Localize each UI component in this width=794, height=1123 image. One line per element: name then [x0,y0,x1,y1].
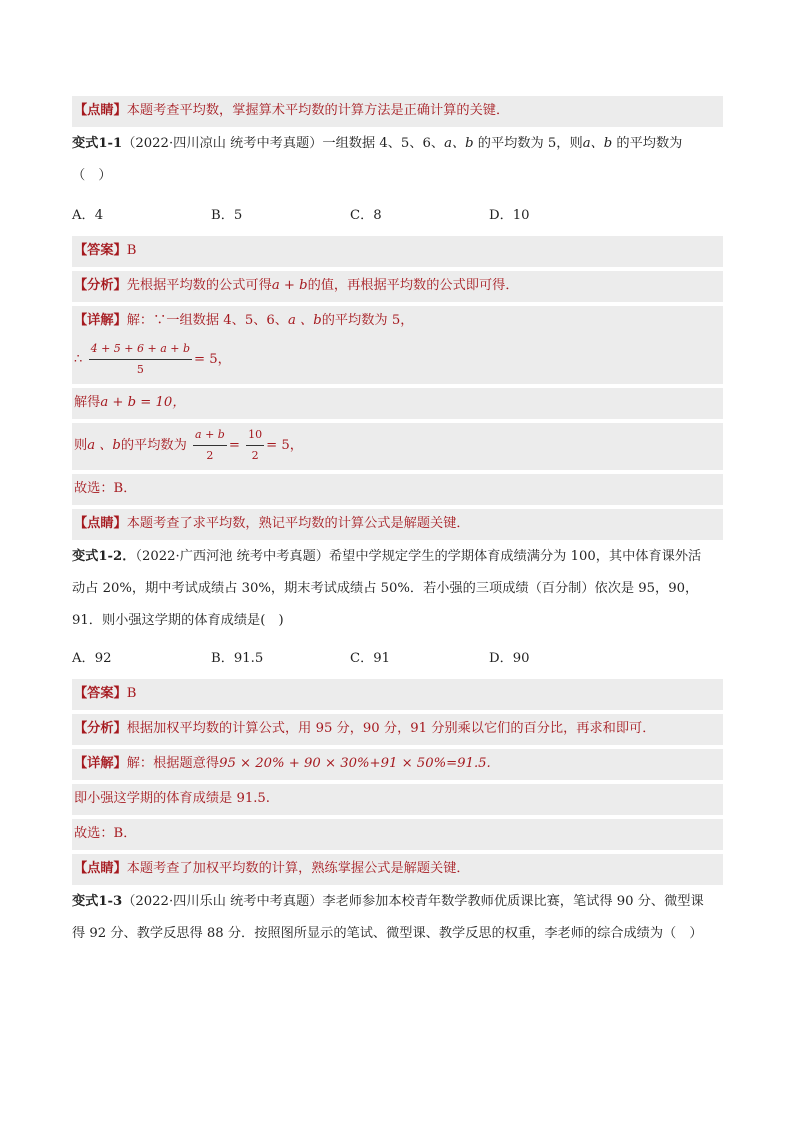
question-2-options [72,635,723,677]
question-1-options [72,190,723,234]
question-3-stem-line-1 [72,885,723,916]
tip-label: 【点睛】 [74,103,127,118]
question-1-stem [72,127,723,158]
fraction-3-denominator: 2 [251,449,259,462]
tip-row-3 [72,854,723,885]
fraction-1-numerator: 4 + 5 + 6 + a + b [89,341,192,360]
analysis-row-2 [72,714,723,745]
detail-expr-2: 95 × 20% + 90 × 30%+91 × 50%=91.5. [219,756,491,771]
question-1-source: （2022·四川凉山 统考中考真题） [122,136,323,151]
result-row-2: 即小强这学期的体育成绩是 91.5. [72,784,723,815]
question-1-vars: a、b [444,136,474,151]
option-d: D．10 [489,208,530,223]
detail-label-2: 【详解】 [74,756,127,771]
question-3-stem-1: 李老师参加本校青年数学教师优质课比赛，笔试得 90 分、微型课 [322,894,704,909]
option-b: B．91.5 [211,651,264,666]
solve-expr: a + b = 10， [100,395,186,410]
choose-row: 故选：B． [72,474,723,505]
fraction-2-numerator: a + b [193,427,227,446]
option-a: A．92 [72,651,112,666]
detail-vars: a 、b [288,313,322,328]
fraction-3-numerator: 10 [246,427,264,446]
question-3-source: （2022·四川乐山 统考中考真题） [122,894,323,909]
detail-tail: 的平均数为 5， [321,313,414,328]
question-1-stem-a: 一组数据 4、5、6、 [322,136,445,151]
solve-row [72,388,723,419]
tip-row-2 [72,509,723,540]
analysis-text-a: 先根据平均数的公式可得 [126,278,272,293]
option-d: D．90 [489,651,530,666]
fraction-1 [89,341,192,378]
analysis-label-2: 【分析】 [74,721,127,736]
tip-text-2: 本题考查了求平均数，熟记平均数的计算公式是解题关键． [126,516,470,531]
question-3-label: 变式1-3 [72,894,123,909]
fraction-1-suffix: = 5， [194,352,231,367]
tip-row [72,96,723,127]
detail-text-2: 解：根据题意得 [126,756,220,771]
analysis-row [72,271,723,302]
option-b: B．5 [211,208,243,223]
analysis-expr: a + b [271,278,308,293]
analysis-text-b: 的值，再根据平均数的公式即可得． [307,278,519,293]
analysis-text-2: 根据加权平均数的计算公式，用 95 分，90 分，91 分别乘以它们的百分比，再求和即可． [126,721,656,736]
question-1-stem-b: 的平均数为 5，则 [473,136,583,151]
tip-label-2: 【点睛】 [74,516,127,531]
fraction-2 [193,427,227,464]
question-1-vars-2: a、b [582,136,613,151]
option-a: A．4 [72,208,104,223]
tip-text-3: 本题考查了加权平均数的计算，熟练掌握公式是解题关键． [126,861,470,876]
answer-value-2: B [126,686,137,701]
fraction-row-1 [72,337,723,384]
question-3-stem-line-2: 得 92 分、教学反思得 88 分．按照图所显示的笔试、微型课、教学反思的权重，李老师的综合成绩为（ ） [72,926,703,941]
fraction-2-denominator: 2 [206,449,214,462]
choose-row-2: 故选：B． [72,819,723,850]
detail-label: 【详解】 [74,313,127,328]
answer-row-2 [72,679,723,710]
solve-prefix: 解得 [74,395,101,410]
question-2-stem-1: 希望中学规定学生的学期体育成绩满分为 100，其中体育课外活 [329,549,702,564]
answer-value: B [126,243,137,258]
document-page [72,96,723,948]
mean-row [72,423,723,470]
therefore-symbol: ∴ [74,352,83,367]
then-vars: a 、b [87,438,121,453]
tip-label-3: 【点睛】 [74,861,127,876]
question-2-label: 变式1-2． [72,549,136,564]
tip-text: 本题考查平均数，掌握算术平均数的计算方法是正确计算的关键． [126,103,510,118]
question-2-source: （2022·广西河池 统考中考真题） [135,549,329,564]
question-2-stem-line-2: 动占 20%，期中考试成绩占 30%，期末考试成绩占 50%．若小强的三项成绩（百分制）依次是 95，90， [72,581,699,596]
analysis-label: 【分析】 [74,278,127,293]
fraction-1-denominator: 5 [136,363,144,376]
detail-text: 解：∵一组数据 4、5、6、 [126,313,288,328]
answer-row [72,236,723,267]
option-c: C．91 [350,651,391,666]
question-2-stem-line-1 [72,540,723,571]
then-prefix: 则 [74,438,88,453]
question-1-paren: （ ） [72,168,112,183]
answer-label-2: 【答案】 [74,686,127,701]
fraction-3 [246,427,264,464]
question-2-stem-line-3: 91．则小强这学期的体育成绩是( ) [72,613,284,628]
equals-sign: = [228,438,240,453]
answer-label: 【答案】 [74,243,127,258]
question-1-label: 变式1-1 [72,136,123,151]
detail-row-2 [72,749,723,780]
then-mid: 的平均数为 [120,438,187,453]
detail-row [72,306,723,337]
option-c: C．8 [350,208,382,223]
fraction-3-suffix: = 5， [266,438,303,453]
question-1-stem-c: 的平均数为 [612,136,683,151]
